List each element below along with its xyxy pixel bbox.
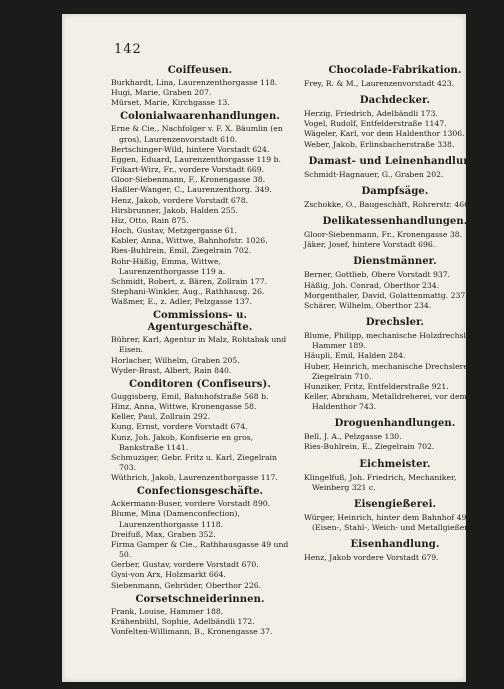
directory-entry: Zschokke, O., Baugeschäft, Rohrerstr. 466. xyxy=(304,199,472,209)
directory-entry: Weber, Jakob, Erlinsbacherstraße 338. xyxy=(304,139,455,149)
directory-entry: Kunz, Joh. Jakob, Konfiserie en gros, Bankstraße 1141. xyxy=(111,432,254,452)
directory-entry: Burkhardt, Lina, Laurenzenthorgasse 118. xyxy=(111,78,278,87)
section-heading-confectionsgeschafte: Confectionsgeschäfte. xyxy=(136,486,264,498)
directory-entry: Frank, Louise, Hammer 188. xyxy=(111,606,224,616)
section-heading-conditoren-confiseurs: Conditoren (Confiseurs). xyxy=(129,378,271,390)
directory-entry: Schärer, Wilhelm, Oberthor 234. xyxy=(304,300,432,310)
directory-entry: Henz, Jakob, vordere Vorstadt 678. xyxy=(111,195,249,205)
directory-entry: Erne & Cie., Nachfolger v. F. X. Bäumlin (en gros), Laurenzenvorstadt 610. xyxy=(111,124,283,144)
directory-entry: Wägeler, Karl, vor dem Haldenthor 1306. xyxy=(304,129,465,139)
directory-entry: Hinz, Anna, Wittwe, Kronengasse 58. xyxy=(111,402,257,412)
section-heading-eisenhandlung: Eisenhandlung. xyxy=(350,539,440,551)
directory-entry: Wüthrich, Jakob, Laurenzenthorgasse 117. xyxy=(111,473,278,483)
directory-entry: Eggen, Eduard, Laurenzenthorgasse 119 b. xyxy=(111,154,281,164)
directory-entry: Stephani-Winkler, Aug., Rathhausg. 26. xyxy=(111,286,265,296)
section-heading-eisengie-erei: Eisengießerei. xyxy=(353,498,437,510)
directory-entry: Keller, Abraham, Metalldreherei, vor dem Haldenthor 743. xyxy=(304,391,467,412)
directory-entry: Ackermann-Buser, vordere Vorstadt 890. xyxy=(111,499,271,509)
directory-entry: Herzig, Friedrich, Adelbändli 173. xyxy=(304,109,438,119)
directory-entry: Blume, Philipp, mechanische Holzdrechslerei, Hammer 189. xyxy=(304,331,484,351)
directory-entry: Waßmer, E., z. Adler, Pelzgasse 137. xyxy=(111,297,252,307)
directory-entry: Vogel, Rudolf, Entfelderstraße 1147. xyxy=(304,119,447,129)
directory-entry: Frikart-Wirz, Fr., vordere Vorstadt 669. xyxy=(111,165,265,175)
directory-entry: Gloor-Siebenmann, F., Kronengasse 38. xyxy=(111,175,266,185)
directory-entry: Siebenmann, Gebrüder, Oberthor 226. xyxy=(111,580,262,590)
directory-entry: Firma Gamper & Cie., Rathhausgasse 49 und 50. xyxy=(111,539,289,560)
directory-entry: Hirsbrunner, Jakob, Halden 255. xyxy=(111,205,238,215)
directory-entry: Schmidt, Robert, z. Bären, Zollrain 177. xyxy=(111,276,268,286)
directory-entry: Kung, Ernst, vordere Vorstadt 674. xyxy=(111,422,248,432)
left-column xyxy=(111,65,289,637)
directory-entry: Gloor-Siebenmann, Fr., Kronengasse 38. xyxy=(304,230,463,240)
directory-entry: Horlacher, Wilhelm, Graben 205. xyxy=(111,355,240,365)
directory-entry: Blume, Mina (Damenconfection), Laurenzenthorgasse 1118. xyxy=(111,509,240,529)
section-heading-chocolade-fabrikation: Chocolade-Fabrikation. xyxy=(328,65,462,76)
section-heading-drechsler: Drechsler. xyxy=(365,317,425,329)
directory-entry: Hiz, Otto, Rain 875. xyxy=(111,215,189,225)
directory-entry: Bell, J. A., Pelzgasse 130. xyxy=(304,432,402,442)
directory-entry: Jäker, Josef, hintere Vorstadt 696. xyxy=(304,240,436,250)
directory-entry: Dreifuß, Max, Graben 352. xyxy=(111,529,216,539)
directory-entry: Klingelfuß, Joh. Friedrich, Mechaniker, Weinberg 321 c. xyxy=(304,472,457,492)
section-heading-colonialwaarenhandlungen: Colonialwaarenhandlungen. xyxy=(120,111,280,123)
right-column xyxy=(304,65,486,563)
section-heading-dampfsage: Dampfsäge. xyxy=(361,185,429,197)
directory-entry: Berner, Gottlieb, Obere Vorstadt 937. xyxy=(304,270,451,280)
directory-entry: Mürset, Marie, Kirchgasse 13. xyxy=(111,98,230,108)
directory-entry: Ries-Buhlrein, E., Ziegelrain 702. xyxy=(304,442,435,452)
section-heading-dachdecker: Dachdecker. xyxy=(359,95,431,107)
directory-entry: Haßler-Wanger, C., Laurenzenthorg. 349. xyxy=(111,185,272,195)
section-heading-corsetschneiderinnen: Corsetschneiderinnen. xyxy=(135,593,265,605)
directory-entry: Keller, Paul, Zollrain 292. xyxy=(111,412,211,422)
book-page xyxy=(62,14,484,682)
directory-entry: Krähenbühl, Sophie, Adelbändli 172. xyxy=(111,616,255,626)
directory-entry: Vonfelten-Willimann, B., Kronengasse 37. xyxy=(111,627,273,637)
directory-entry: Hoch, Gustav, Metzgergasse 61. xyxy=(111,226,237,236)
directory-entry: Schmuziger, Gebr. Fritz u. Karl, Ziegelrain 703. xyxy=(111,452,277,472)
directory-entry: Huber, Heinrich, mechanische Drechslerei, Ziegelrain 710. xyxy=(304,361,473,381)
directory-entry: Hunziker, Fritz, Entfelderstraße 921. xyxy=(304,381,449,391)
section-heading-droguenhandlungen: Droguenhandlungen. xyxy=(334,418,456,430)
section-heading-commissions-u-agenturgeschafte: Commissions- u. Agenturgeschäfte. xyxy=(147,310,253,334)
directory-entry: Henz, Jakob vordere Vorstadt 679. xyxy=(304,553,439,563)
directory-entry: Bertschinger-Wild, hintere Vorstadt 624. xyxy=(111,144,270,154)
section-heading-coiffeusen: Coiffeusen. xyxy=(167,65,233,76)
directory-entry: Ries-Buhlrein, Emil, Ziegelrain 702. xyxy=(111,246,252,256)
page-number: 142 xyxy=(114,42,142,57)
directory-entry: Morgenthaler, David, Golattenmattg. 237. xyxy=(304,290,468,300)
section-heading-delikatessenhandlungen: Delikatessenhandlungen. xyxy=(322,216,468,228)
section-heading-eichmeister: Eichmeister. xyxy=(359,458,431,470)
section-heading-damast-und-leinenhandlung: Damast- und Leinenhandlung. xyxy=(308,155,482,167)
directory-entry: Gysi-von Arx, Holzmarkt 664. xyxy=(111,570,226,580)
directory-entry: Guggisberg, Emil, Bahnhofstraße 568 b. xyxy=(111,391,269,401)
directory-entry: Würger, Heinrich, hinter dem Bahnhof 498 (Eisen-, Stahl-, Weich- und Metallgießerei). xyxy=(304,512,481,533)
directory-entry: Hugi, Marie, Graben 207. xyxy=(111,88,212,98)
directory-entry: Häßig, Joh. Conrad, Oberthor 234. xyxy=(304,280,440,290)
directory-entry: Bührer, Karl, Agentur in Malz, Rohtabak und Eisen. xyxy=(111,335,287,355)
section-heading-dienstmanner: Dienstmänner. xyxy=(353,256,437,268)
directory-entry: Wyder-Brast, Albert, Rain 840. xyxy=(111,365,232,375)
directory-entry: Rohr-Häßig, Emma, Wittwe, Laurenzenthorgasse 119 a. xyxy=(111,256,226,276)
directory-entry: Häupli, Emil, Halden 284. xyxy=(304,351,406,361)
directory-entry: Gerber, Gustav, vordere Vorstadt 670. xyxy=(111,560,259,570)
directory-entry: Frey, R. & M., Laurenzenvorstadt 423. xyxy=(304,79,455,88)
directory-entry: Kabler, Anna, Wittwe, Bahnhofstr. 1026. xyxy=(111,236,268,246)
directory-entry: Schmidt-Hagnauer, G., Graben 202. xyxy=(304,169,444,179)
